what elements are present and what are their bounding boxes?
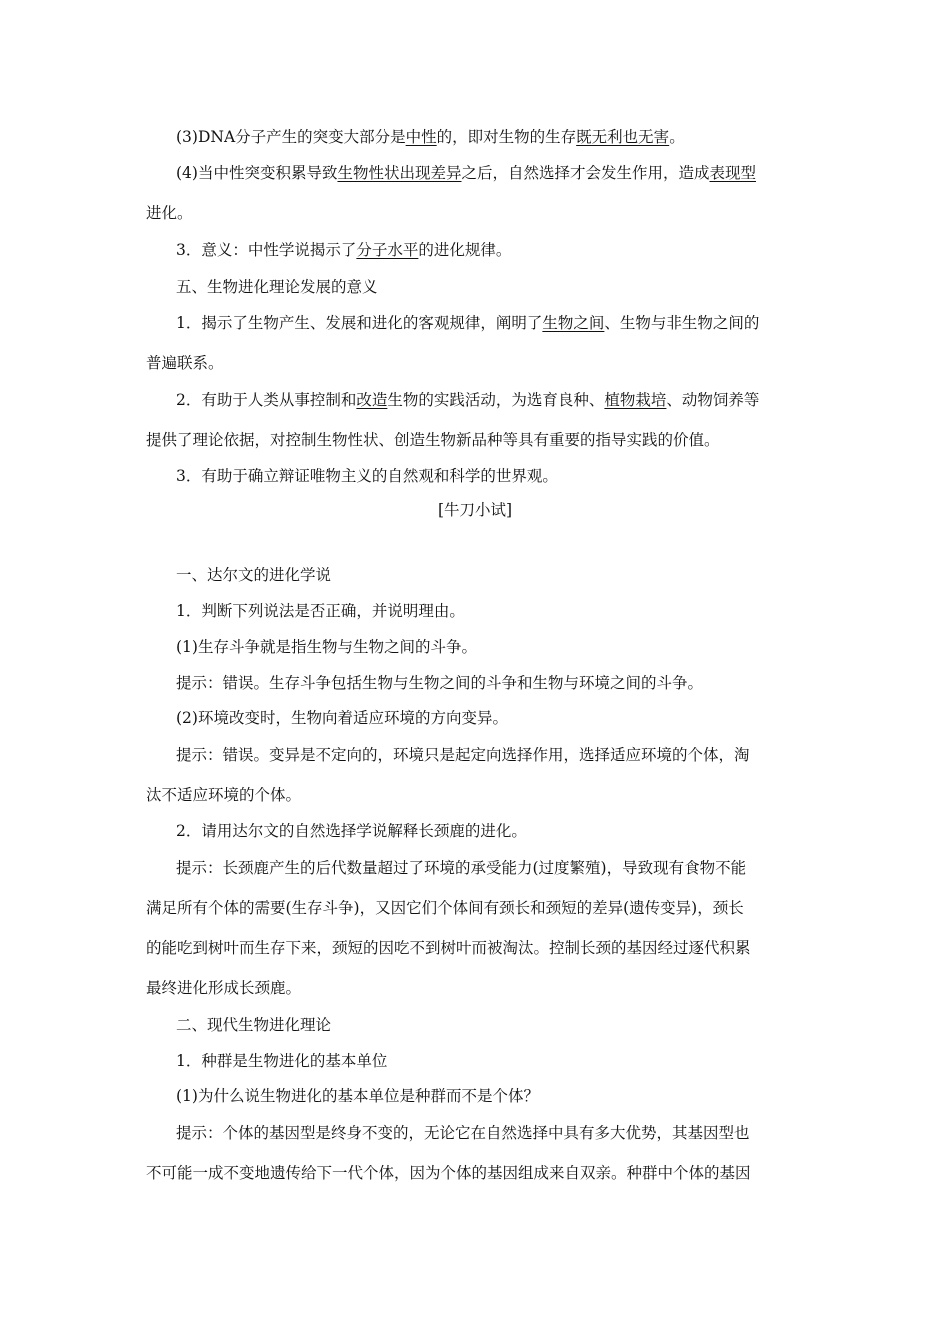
underlined-term: 既无利也无害 [576,128,670,146]
section-5-p2-cont: 提供了理论依据，对控制生物性状、创造生物新品种等具有重要的指导实践的价值。 [146,431,720,449]
part-2-q1: (1)为什么说生物进化的基本单位是种群而不是个体？ [176,1087,539,1105]
part-1-heading: 一、达尔文的进化学说 [176,566,332,584]
part-2-a1-line-1: 提示：个体的基因型是终身不变的，无论它在自然选择中具有多大优势，其基因型也 [176,1124,750,1142]
part-1-a2-line-1: 提示：长颈鹿产生的后代数量超过了环境的承受能力(过度繁殖)，导致现有食物不能 [176,859,747,877]
part-1-a2-line-4: 最终进化形成长颈鹿。 [146,979,302,997]
part-1-q1: 1．判断下列说法是否正确，并说明理由。 [176,602,465,620]
underlined-term: 植物栽培 [604,391,667,409]
neutral-item-3: (3)DNA分子产生的突变大部分是中性的，即对生物的生存既无利也无害。 [176,128,685,146]
part-1-q1-2: (2)环境改变时，生物向着适应环境的方向变异。 [176,709,508,727]
part-1-a1-1: 提示：错误。生存斗争包括生物与生物之间的斗争和生物与环境之间的斗争。 [176,674,704,692]
underlined-term: 生物性状出现差异 [337,164,462,182]
underlined-term: 中性 [405,128,437,146]
part-1-q2: 2．请用达尔文的自然选择学说解释长颈鹿的进化。 [176,822,527,840]
neutral-meaning: 3．意义：中性学说揭示了分子水平的进化规律。 [176,241,512,259]
part-2-a1-line-2: 不可能一成不变地遗传给下一代个体，因为个体的基因组成来自双亲。种群中个体的基因 [146,1164,751,1182]
section-5-heading: 五、生物进化理论发展的意义 [176,278,378,296]
part-1-a2-line-2: 满足所有个体的需要(生存斗争)，又因它们个体间有颈长和颈短的差异(遗传变异)，颈长 [146,899,744,917]
part-2-s1: 1．种群是生物进化的基本单位 [176,1052,388,1070]
underlined-term: 改造 [356,391,388,409]
part-1-a1-2-line-2: 汰不适应环境的个体。 [146,786,302,804]
neutral-item-4: (4)当中性突变积累导致生物性状出现差异之后，自然选择才会发生作用，造成表现型 [176,164,757,182]
part-1-a1-2-line-1: 提示：错误。变异是不定向的，环境只是起定向选择作用，选择适应环境的个体，淘 [176,746,750,764]
part-2-heading: 二、现代生物进化理论 [176,1016,332,1034]
underlined-term: 生物之间 [542,314,605,332]
section-5-p1: 1．揭示了生物产生、发展和进化的客观规律，阐明了生物之间、生物与非生物之间的 [176,314,760,332]
section-5-p2: 2．有助于人类从事控制和改造生物的实践活动，为选育良种、植物栽培、动物饲养等 [176,391,760,409]
part-1-q1-1: (1)生存斗争就是指生物与生物之间的斗争。 [176,638,477,656]
quiz-title: [牛刀小试] [437,501,513,519]
section-5-p3: 3．有助于确立辩证唯物主义的自然观和科学的世界观。 [176,467,558,485]
underlined-term: 表现型 [709,164,757,182]
section-5-p1-cont: 普遍联系。 [146,354,224,372]
underlined-term: 分子水平 [356,241,419,259]
part-1-a2-line-3: 的能吃到树叶而生存下来，颈短的因吃不到树叶而被淘汰。控制长颈的基因经过逐代积累 [146,939,751,957]
neutral-item-4-cont: 进化。 [146,204,193,222]
